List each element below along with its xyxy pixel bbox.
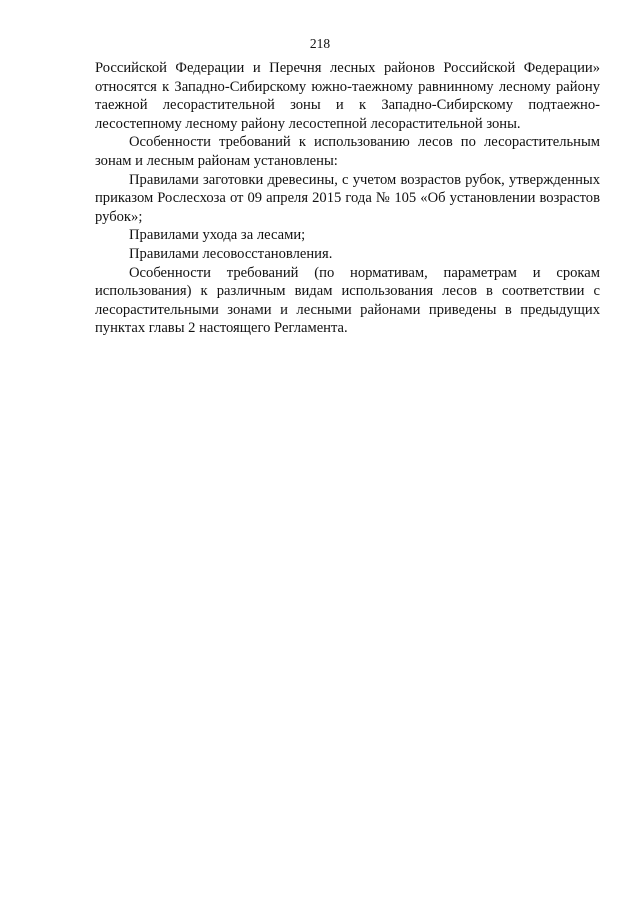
paragraph-continuation: Российской Федерации и Перечня лесных районов Российской Федерации» относятся к Западно-Сибирскому южно-таежному равнинному лесному району таежной лесорастительной зоны и к Западно-Сибирскому подтаежно-лесостепному лесному району лесостепной лесорастительной зоны. — [95, 60, 600, 132]
paragraph-requirements-intro: Особенности требований к использованию лесов по лесорастительным зонам и лесным районам установлены: — [95, 134, 600, 169]
document-body — [95, 59, 600, 338]
paragraph-usage-requirements: Особенности требований (по нормативам, параметрам и срокам использования) к различным видам использования лесов в соответствии с лесорастительными зонами и лесными районами приведены в предыдущих пунктах главы 2 настоящего Регламента. — [95, 264, 600, 337]
paragraph-care-rules: Правилами ухода за лесами; — [129, 227, 306, 244]
paragraph-reforestation-rules: Правилами лесовосстановления. — [129, 245, 333, 262]
page-number: 218 — [309, 36, 331, 51]
paragraph-harvesting-rules: Правилами заготовки древесины, с учетом возрастов рубок, утвержденных приказом Рослесхоза от 09 апреля 2015 года № 105 «Об установлении возрастов рубок»; — [95, 171, 600, 225]
